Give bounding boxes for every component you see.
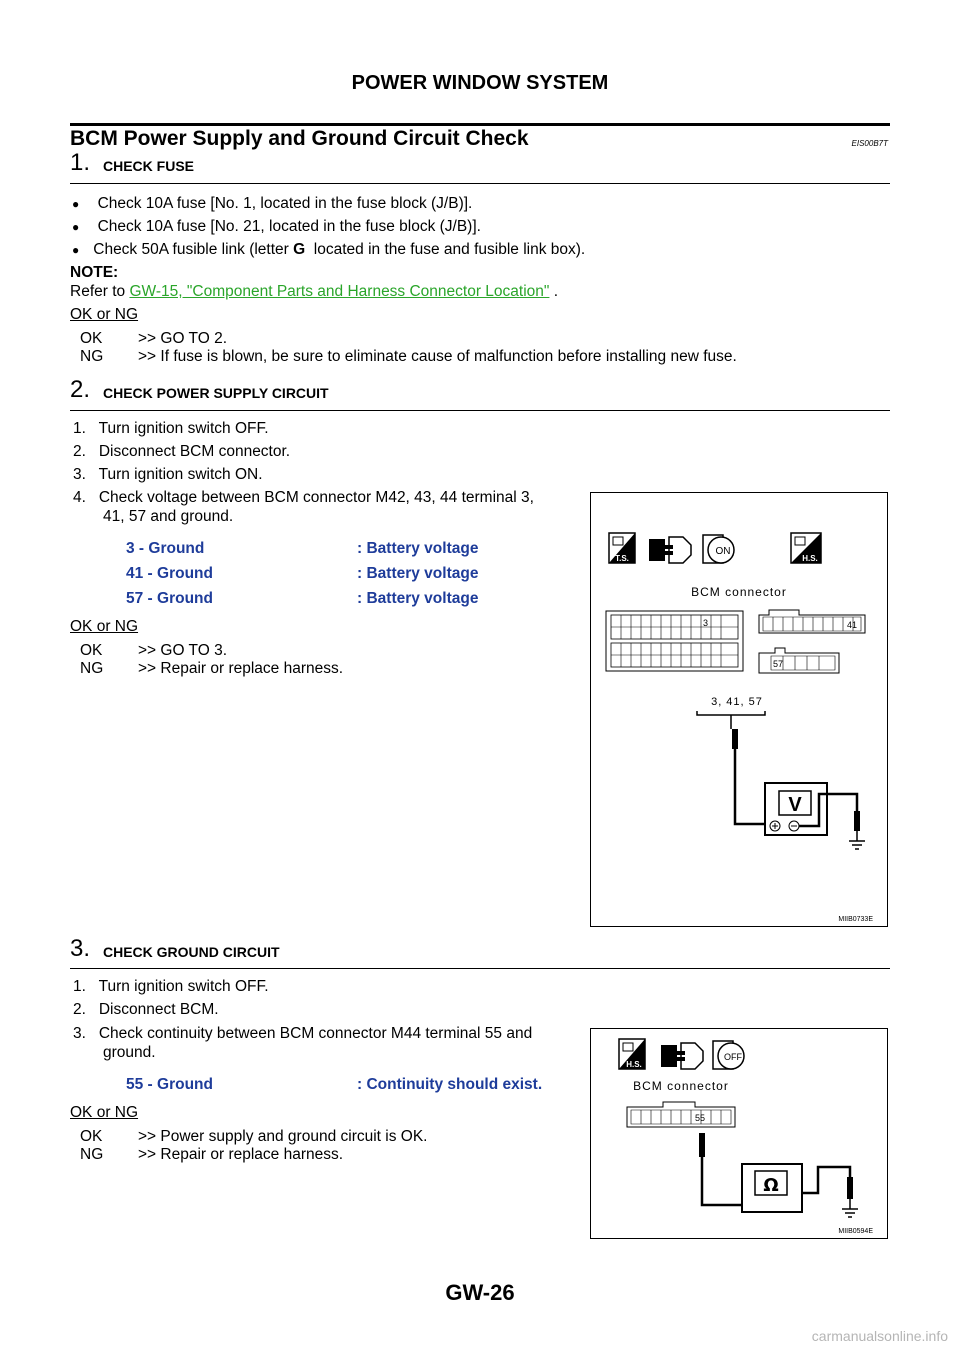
bullet-1: ● Check 10A fuse [No. 1, located in the fuse block (J/B)].: [72, 195, 473, 212]
step-3-rule: [70, 968, 890, 969]
svg-text:3: 3: [703, 618, 709, 628]
step-2-item-2: 2. Disconnect BCM connector.: [73, 443, 291, 460]
section-title: BCM Power Supply and Ground Circuit Check: [70, 127, 529, 150]
svg-text:H.S.: H.S.: [626, 1060, 642, 1069]
connector-icon: [661, 1043, 703, 1069]
ground-symbol-icon: [849, 831, 865, 849]
probe-bracket: [697, 711, 765, 729]
bullet-dot-icon: ●: [72, 220, 80, 234]
section-code: EIS00B7T: [851, 139, 888, 148]
bullet-dot-icon: ●: [72, 197, 80, 211]
step-2-ng-text: >> Repair or replace harness.: [138, 660, 344, 677]
power-supply-diagram: [591, 493, 887, 926]
step-2-item-1: 1. Turn ignition switch OFF.: [73, 420, 269, 437]
hs-icon: [791, 533, 821, 563]
step-1-ng-label: NG: [80, 348, 104, 365]
bullet-3: ● Check 50A fusible link (letter G located in the fuse and fusible link box).: [72, 241, 586, 258]
step-1-ok-ng: OK or NG: [70, 306, 139, 323]
probe-tip: [732, 729, 738, 749]
step-2-item-3: 3. Turn ignition switch ON.: [73, 466, 263, 483]
page-header: POWER WINDOW SYSTEM: [351, 72, 609, 94]
bullet-dot-icon: ●: [72, 243, 80, 257]
spec-value-41: : Battery voltage: [357, 565, 479, 582]
svg-text:55: 55: [695, 1113, 706, 1123]
note-label: NOTE:: [70, 264, 119, 281]
refer-link[interactable]: GW-15, "Component Parts and Harness Connector Location": [129, 283, 550, 300]
ground-symbol-icon: [842, 1199, 858, 1217]
probe-wire: [735, 749, 765, 824]
step-1-ok-label: OK: [80, 330, 103, 347]
step-1-ng-text: >> If fuse is blown, be sure to eliminate cause of malfunction before installing new fuse.: [138, 348, 737, 365]
spec-term-3: 3 - Ground: [126, 540, 205, 557]
step-2-item-4-cont: 41, 57 and ground.: [103, 508, 234, 525]
step-2-ng-label: NG: [80, 660, 104, 677]
step-3-item-3-cont: ground.: [103, 1044, 156, 1061]
spec-term-55: 55 - Ground: [126, 1076, 213, 1093]
step-1-title: CHECK FUSE: [103, 158, 195, 174]
step-2-number: 2.: [70, 376, 91, 403]
spec-value-57: : Battery voltage: [357, 590, 479, 607]
figure-power-supply: [590, 492, 888, 927]
bcm-connector-label: BCM connector: [633, 1079, 729, 1093]
svg-text:41: 41: [847, 620, 858, 630]
watermark: carmanualsonline.info: [811, 1328, 948, 1344]
ohmmeter-icon: [742, 1164, 802, 1212]
bcm-connector-right-bottom: [759, 648, 839, 673]
ignition-on-icon: [703, 535, 734, 563]
step-3-item-2: 2. Disconnect BCM.: [73, 1001, 219, 1018]
step-3-ng-label: NG: [80, 1146, 104, 1163]
svg-text:57: 57: [773, 659, 784, 669]
ground-probe: [847, 1177, 853, 1199]
bcm-connector-left: [606, 611, 743, 671]
step-3-item-1: 1. Turn ignition switch OFF.: [73, 978, 269, 995]
step-3-ok-text: >> Power supply and ground circuit is OK.: [138, 1128, 428, 1145]
step-2-ok-text: >> GO TO 3.: [138, 642, 228, 659]
probe-tip: [699, 1133, 705, 1157]
step-2-item-4: 4. Check voltage between BCM connector M42, 43, 44 terminal 3,: [73, 489, 534, 506]
probe-wire: [702, 1157, 742, 1205]
step-3-title: CHECK GROUND CIRCUIT: [103, 944, 280, 960]
figure-ground-circuit: [590, 1028, 888, 1239]
spec-term-41: 41 - Ground: [126, 565, 213, 582]
step-3-ng-text: >> Repair or replace harness.: [138, 1146, 344, 1163]
spec-value-3: : Battery voltage: [357, 540, 479, 557]
bcm-connector-m44: [627, 1102, 735, 1127]
hs-icon: [619, 1039, 645, 1069]
spec-term-57: 57 - Ground: [126, 590, 213, 607]
step-1-rule: [70, 183, 890, 184]
step-3-number: 3.: [70, 935, 91, 962]
svg-text:T.S.: T.S.: [615, 554, 629, 563]
svg-text:ON: ON: [715, 546, 731, 557]
figure-2-code: MIIB0594E: [838, 1228, 873, 1235]
ground-probe: [854, 811, 860, 831]
bcm-connector-right-top: [759, 610, 865, 633]
probe-label: 3, 41, 57: [711, 696, 763, 708]
ts-icon: [609, 533, 635, 563]
spec-value-55: : Continuity should exist.: [357, 1076, 543, 1093]
step-2-rule: [70, 410, 890, 411]
ground-circuit-diagram: [591, 1029, 887, 1238]
header-rule: [70, 123, 890, 126]
svg-text:Ω: Ω: [763, 1175, 779, 1196]
step-2-ok-label: OK: [80, 642, 103, 659]
step-1-number: 1.: [70, 149, 91, 176]
step-3-ok-label: OK: [80, 1128, 103, 1145]
step-2-ok-ng: OK or NG: [70, 618, 139, 635]
connector-icon: [649, 537, 691, 563]
ground-wire: [802, 1167, 850, 1193]
step-1-ok-text: >> GO TO 2.: [138, 330, 228, 347]
svg-text:H.S.: H.S.: [802, 554, 818, 563]
step-3-ok-ng: OK or NG: [70, 1104, 139, 1121]
figure-1-code: MIIB0733E: [838, 916, 873, 923]
ignition-off-icon: [713, 1041, 744, 1069]
svg-text:OFF: OFF: [724, 1052, 742, 1062]
bullet-2: ● Check 10A fuse [No. 21, located in the fuse block (J/B)].: [72, 218, 481, 235]
refer-line: Refer to GW-15, "Component Parts and Harness Connector Location" .: [70, 283, 559, 300]
page-number: GW-26: [445, 1280, 515, 1305]
step-2-title: CHECK POWER SUPPLY CIRCUIT: [103, 385, 329, 401]
step-3-item-3: 3. Check continuity between BCM connector M44 terminal 55 and: [73, 1025, 533, 1042]
bcm-connector-label: BCM connector: [691, 585, 787, 599]
svg-text:V: V: [788, 794, 802, 816]
